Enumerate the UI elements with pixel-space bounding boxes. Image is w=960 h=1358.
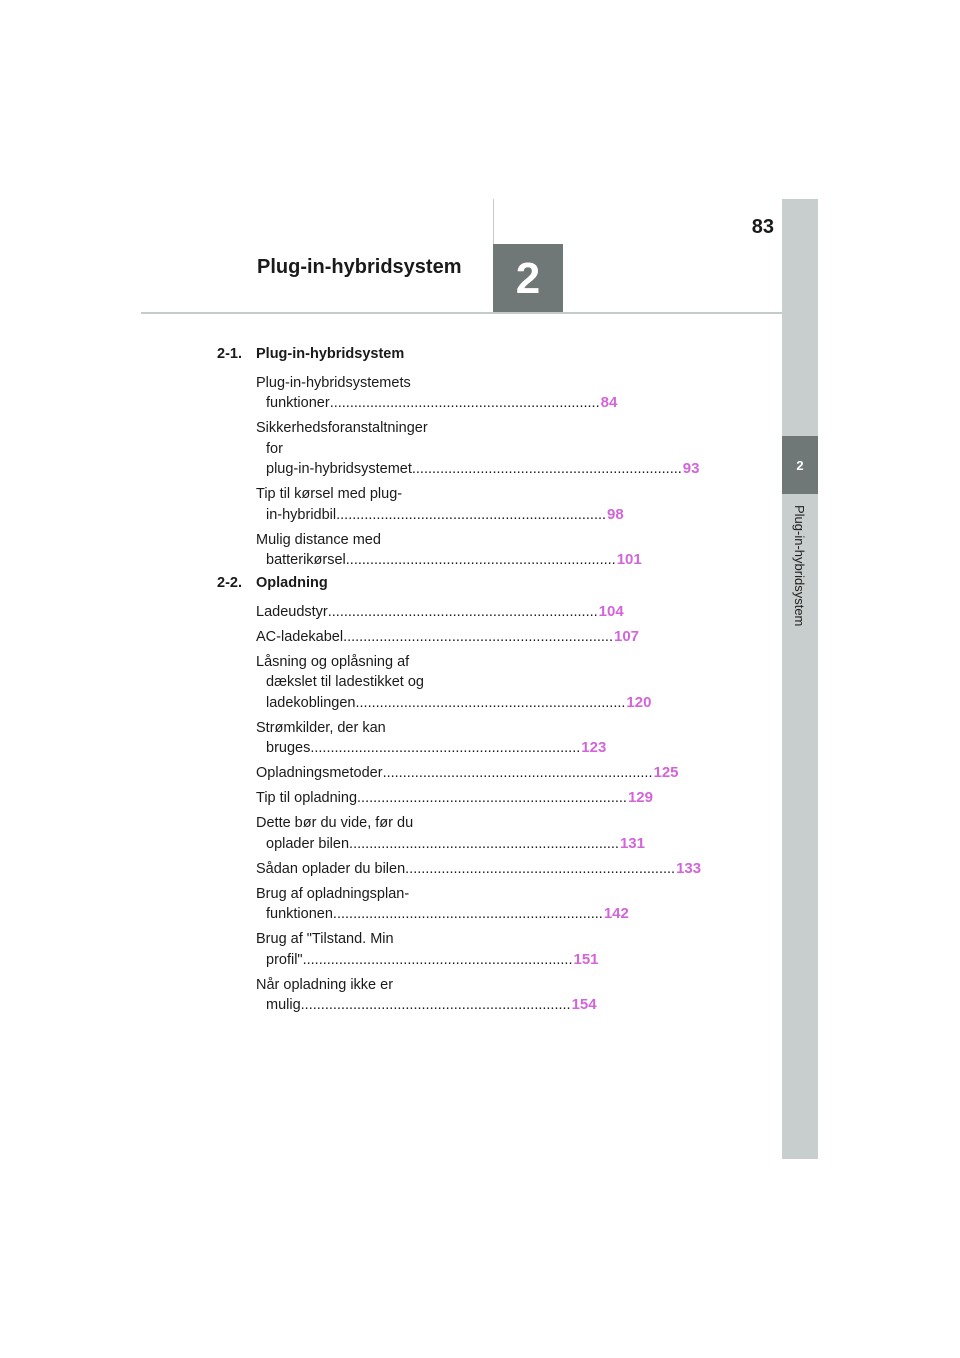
toc-entry[interactable] bbox=[256, 627, 640, 648]
toc-entry-text: batterikørsel bbox=[266, 552, 346, 568]
divider-vertical bbox=[493, 199, 494, 245]
toc-entry[interactable] bbox=[256, 652, 652, 714]
toc-entry-last-line bbox=[256, 763, 679, 784]
toc-entry-text: plug-in-hybridsystemet bbox=[266, 461, 412, 477]
toc-entry-text: Dette bør du vide, før du bbox=[256, 815, 414, 831]
toc-entry-text: Tip til kørsel med plug- bbox=[256, 486, 403, 502]
toc-page-link[interactable]: 123 bbox=[581, 739, 607, 756]
side-tab-label bbox=[782, 505, 818, 665]
toc-page-link[interactable]: 107 bbox=[613, 627, 640, 645]
toc-leader-dots: ................................................................... bbox=[405, 860, 676, 877]
toc-entry-last-line bbox=[256, 834, 645, 855]
toc-entry-text: Sådan oplader du bilen bbox=[256, 860, 406, 877]
toc-leader-dots: ................................................................... bbox=[345, 552, 616, 568]
toc-entry[interactable] bbox=[256, 813, 645, 854]
toc-page-link[interactable]: 142 bbox=[603, 905, 629, 922]
toc-entry-last-line bbox=[256, 459, 700, 480]
toc-entry-text: oplader bilen bbox=[266, 835, 350, 852]
toc-entry[interactable] bbox=[256, 718, 607, 759]
toc-page-link[interactable]: 151 bbox=[573, 950, 599, 968]
toc-entry-text: in-hybridbil bbox=[266, 506, 337, 523]
toc-entry-last-line bbox=[256, 995, 597, 1016]
side-tab-chapter-number: 2 bbox=[782, 436, 818, 494]
toc-entry-text: funktionen bbox=[266, 906, 333, 922]
toc-entry-last-line bbox=[256, 602, 624, 623]
section-number: 2-1. bbox=[217, 346, 242, 362]
side-tab-label-text: Plug-in-hybridsystem bbox=[792, 505, 807, 627]
toc-page-link[interactable]: 98 bbox=[607, 505, 624, 523]
toc-entry-last-line bbox=[256, 788, 653, 809]
toc-leader-dots: ................................................................... bbox=[329, 395, 600, 411]
page-number: 83 bbox=[751, 216, 774, 238]
toc-leader-dots: ................................................................... bbox=[349, 835, 619, 852]
toc-entry-text: Låsning og oplåsning af bbox=[256, 653, 410, 670]
toc-leader-dots: ................................................................... bbox=[357, 790, 627, 806]
chapter-number-box: 2 bbox=[493, 244, 563, 313]
toc-page-link[interactable]: 101 bbox=[616, 551, 642, 568]
toc-entry-text: bruges bbox=[266, 740, 311, 756]
toc-leader-dots: ................................................................... bbox=[302, 951, 573, 968]
toc-entry-text: for bbox=[266, 440, 283, 457]
toc-page-link[interactable]: 93 bbox=[682, 460, 700, 477]
toc-page-link[interactable]: 154 bbox=[571, 996, 597, 1013]
toc-entry-text: Strømkilder, der kan bbox=[256, 719, 386, 736]
toc-entry-last-line bbox=[256, 627, 640, 648]
toc-leader-dots: ................................................................... bbox=[382, 765, 653, 781]
toc-entry-text: profil" bbox=[266, 951, 303, 968]
toc-page-link[interactable]: 131 bbox=[619, 834, 645, 852]
toc-entry-text: Tip til opladning bbox=[256, 790, 358, 806]
toc-entry-text: dækslet til ladestikket og bbox=[266, 674, 424, 690]
toc-entry[interactable] bbox=[256, 884, 629, 925]
toc-entry[interactable] bbox=[256, 602, 624, 623]
toc-entry[interactable] bbox=[256, 788, 653, 809]
section-title: Opladning bbox=[256, 575, 328, 591]
toc-page-link[interactable]: 129 bbox=[627, 789, 653, 806]
toc-entry-text: Plug-in-hybridsystemets bbox=[256, 374, 411, 391]
toc-entry[interactable] bbox=[256, 929, 599, 970]
toc-entry-last-line bbox=[256, 738, 607, 759]
section-title: Plug-in-hybridsystem bbox=[256, 346, 405, 362]
toc-entry-text: Mulig distance med bbox=[256, 531, 381, 548]
toc-entry-text: Når opladning ikke er bbox=[256, 976, 394, 993]
toc-entry[interactable] bbox=[256, 859, 702, 880]
toc-entry-last-line bbox=[256, 950, 599, 971]
toc-entry-last-line bbox=[256, 505, 624, 526]
toc-page-link[interactable]: 125 bbox=[653, 764, 679, 781]
toc-leader-dots: ................................................................... bbox=[343, 628, 613, 645]
chapter-title: Plug-in-hybridsystem bbox=[257, 256, 462, 278]
toc-leader-dots: ................................................................... bbox=[327, 603, 598, 620]
toc-leader-dots: ................................................................... bbox=[355, 694, 626, 711]
toc-entry[interactable] bbox=[256, 975, 597, 1016]
toc-entry-text: funktioner bbox=[266, 395, 330, 411]
toc-page-link[interactable]: 104 bbox=[598, 602, 624, 620]
divider-horizontal bbox=[141, 312, 782, 314]
section-number: 2-2. bbox=[217, 575, 242, 591]
toc-entry-last-line bbox=[256, 904, 629, 925]
toc-leader-dots: ................................................................... bbox=[411, 461, 682, 477]
toc-entry[interactable] bbox=[256, 530, 642, 571]
toc-entry[interactable] bbox=[256, 418, 700, 480]
toc-leader-dots: ................................................................... bbox=[310, 740, 581, 756]
toc-entry-last-line bbox=[256, 859, 702, 880]
toc-leader-dots: ................................................................... bbox=[300, 997, 571, 1013]
toc-page-link[interactable]: 120 bbox=[626, 693, 652, 711]
toc-entry[interactable] bbox=[256, 373, 618, 414]
toc-page-link[interactable]: 84 bbox=[600, 394, 618, 411]
toc-leader-dots: ................................................................... bbox=[332, 906, 603, 922]
toc-entry-text: Brug af opladningsplan- bbox=[256, 885, 410, 902]
side-strip bbox=[782, 199, 818, 1159]
toc-entry-text: AC-ladekabel bbox=[256, 628, 344, 645]
toc-leader-dots: ................................................................... bbox=[336, 506, 607, 523]
toc-entry[interactable] bbox=[256, 763, 679, 784]
toc-entry-text: Opladningsmetoder bbox=[256, 765, 383, 781]
toc-entry-text: Brug af "Tilstand. Min bbox=[256, 931, 394, 947]
toc-entry[interactable] bbox=[256, 484, 624, 525]
toc-entry-text: mulig bbox=[266, 997, 301, 1013]
toc-entry-text: Ladeudstyr bbox=[256, 603, 328, 620]
toc-page-link[interactable]: 133 bbox=[676, 859, 702, 877]
toc-entry-last-line bbox=[256, 693, 652, 714]
toc-entry-text: Sikkerhedsforanstaltninger bbox=[256, 420, 428, 436]
toc-entry-last-line bbox=[256, 550, 642, 571]
toc-entry-last-line bbox=[256, 393, 618, 414]
toc-entry-text: ladekoblingen bbox=[266, 694, 356, 711]
